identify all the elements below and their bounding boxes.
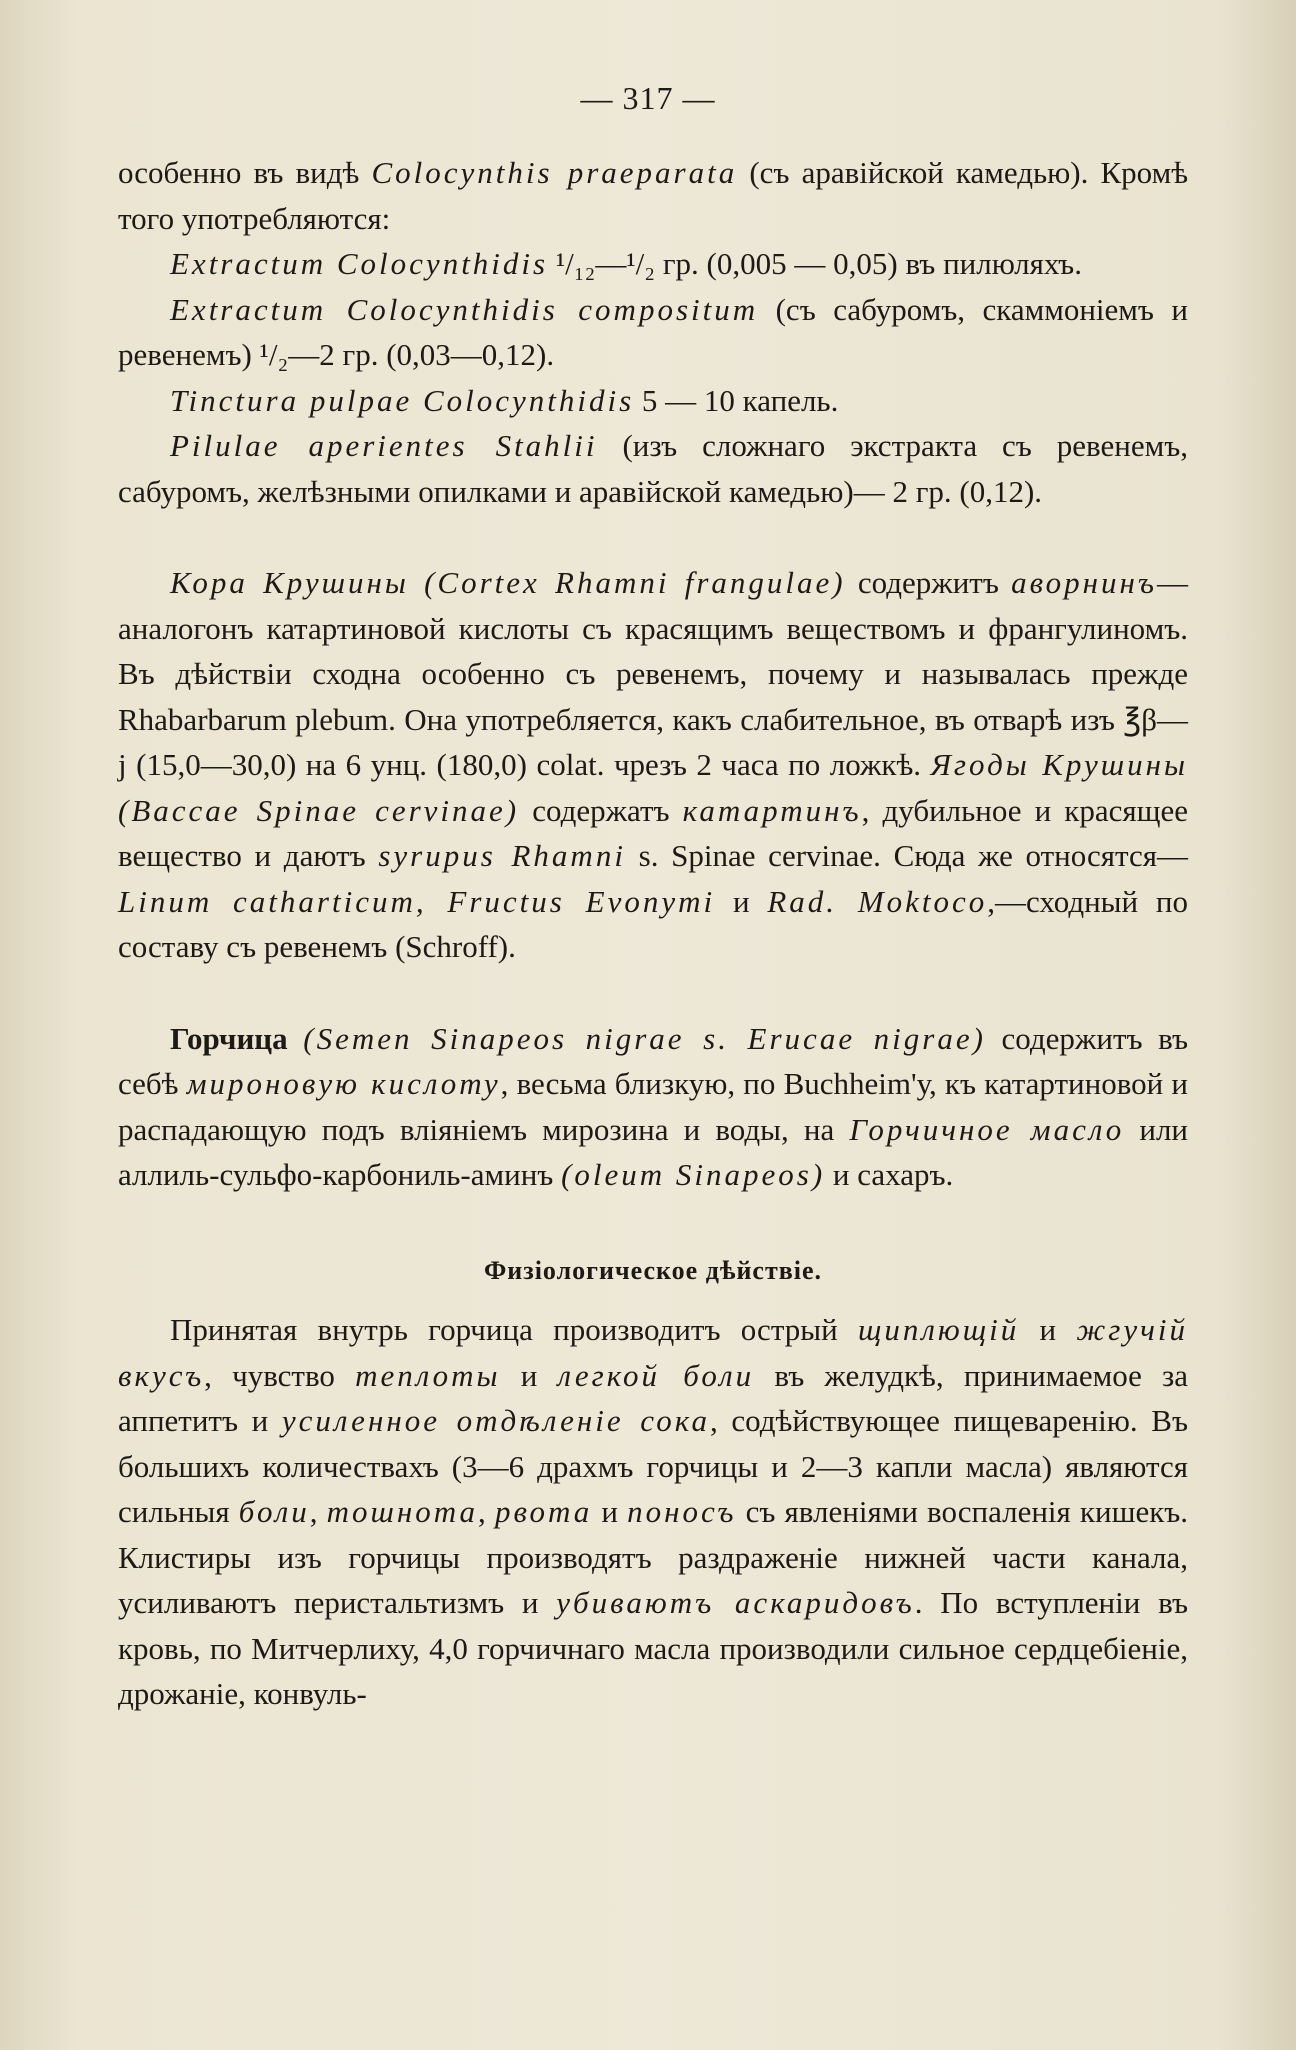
text-run: ,—сходный по составу съ ревенемъ (Schroff). [118,883,1189,964]
text-run: и [1039,1312,1057,1347]
latin-term: Extractum Colocynthidis compositum [170,291,759,327]
text-run: —аналогонъ катартиновой кислоты съ красящимъ веществомъ и франгулиномъ. Въ дѣйствіи сходна особенно съ ревенемъ, почему и называлась прежде Rhabarbarum plebum. Она употребляется, какъ слабительное, въ отварѣ изъ ℥β—j (15,0—30,0) на 6 унц. (180,0) colat. чрезъ 2 часа по ложкѣ. [118,565,1189,782]
text-run: содержатъ [532,792,670,828]
paragraph-colocynthis-intro [118,150,1188,241]
page-body [118,150,1188,1717]
paragraph-physiology [118,1307,1188,1717]
text-run: въ желудкѣ, принимаемое за аппетитъ и [118,1357,1189,1438]
text-run: , дубильное и красящее вещество и даютъ [118,792,1189,873]
spaced-term: катартинъ [682,792,862,828]
text-run: s. Spinae cervinae. Сюда же относятся— [638,838,1188,873]
text-run: , содѣйствующее пищеваренію. Въ большихъ количествахъ (3—6 драхмъ горчицы и 2—3 капли масла) являются сильныя [118,1403,1188,1529]
text-run: Принятая внутрь горчица производитъ острый [170,1312,838,1347]
text-run: , [478,1494,486,1529]
text-run: и [520,1357,538,1393]
latin-term: Extractum Colocynthidis [170,246,549,281]
paragraph-gap [118,970,1188,1016]
paragraph-pilulae [118,423,1188,514]
paragraph-tinctura [118,378,1188,424]
latin-term: Rad. Moktoco [767,883,988,919]
spaced-term: щиплющій [857,1312,1020,1347]
latin-term: Кора Крушины (Cortex Rhamni frangulae) [170,565,846,600]
text-run: и сахаръ. [832,1157,954,1192]
latin-term: Ягоды Крушины (Baccae Spinae cervinae) [118,747,1189,828]
text-run: , чувство [204,1357,335,1393]
paragraph-extractum-compositum [118,287,1188,378]
text-run: особенно въ видѣ [118,155,360,190]
paragraph-gap [118,1198,1188,1238]
text-run: 5 — 10 капель. [641,382,839,418]
paragraph-sinapis [118,1016,1188,1198]
text-run: (изъ сложнаго экстракта съ ревенемъ, сабуромъ, желѣзными опилками и аравійской камедью)— 2 гр. (0,12). [118,428,1188,509]
spaced-term: Горчичное масло [849,1111,1125,1147]
spaced-term: рвота [494,1494,593,1529]
text-run: (съ аравійской камедью). Кромѣ того употребляются: [118,155,1189,236]
latin-term: Colocynthis praeparata [371,155,738,190]
latin-term: Linum catharticum, Fructus Evonymi [118,883,716,919]
text-run: , весьма близкую, по Buchheim'у, къ катартиновой и распадающую подъ вліяніемъ мирозина и воды, на [118,1066,1188,1147]
text-run: содержитъ [857,565,999,600]
text-run: содержитъ въ себѣ [118,1020,1188,1101]
latin-term: syrupus Rhamni [378,838,626,873]
latin-term: Pilulae aperientes Stahlii [170,428,598,463]
spaced-term: мироновую кислоту [186,1066,501,1101]
text-run: (съ сабуромъ, скаммоніемъ и ревенемъ) ¹/₂—2 гр. (0,03—0,12). [118,291,1188,372]
text-run: или аллиль-сульфо-карбониль-аминъ [118,1111,1189,1192]
spaced-term: легкой боли [557,1357,755,1393]
text-run: , [309,1494,318,1529]
text-run: и [601,1494,618,1529]
latin-term: (oleum Sinapeos) [561,1157,826,1192]
spaced-term: жгучій вкусъ [118,1312,1188,1393]
spaced-term: тошнота [326,1494,479,1529]
paragraph-gap [118,514,1188,560]
text-run: съ явленіями воспаленія кишекъ. Клистиры изъ горчицы производятъ раздраженіе нижней части канала, усиливаютъ перистальтизмъ и [118,1494,1189,1620]
section-heading: Физіологическое дѣйствіе. [483,1255,823,1285]
text-run: . По вступленіи въ кровь, по Митчерлиху, 4,0 горчичнаго масла производили сильное сердцебіеніе, дрожаніе, конвуль- [118,1585,1188,1711]
text-run: и [732,883,750,919]
latin-term: (Semen Sinapeos nigrae s. Erucae nigrae) [303,1020,986,1056]
bold-term: Горчица [170,1020,288,1056]
spaced-term: теплоты [355,1357,501,1393]
spaced-term: поносъ [627,1494,737,1529]
text-run: ¹/₁₂—¹/₂ гр. (0,005 — 0,05) въ пилюляхъ. [555,246,1082,281]
spaced-term: боли [238,1494,310,1529]
paragraph-extractum [118,241,1188,287]
paragraph-cortex-frangulae [118,560,1188,970]
latin-term: Tinctura pulpae Colocynthidis [170,382,635,418]
spaced-term: убиваютъ аскаридовъ [556,1585,915,1620]
page-number: — 317 — [580,80,716,116]
spaced-term: аворнинъ [1011,565,1158,600]
spaced-term: усиленное отдѣленіе сока [281,1403,710,1438]
